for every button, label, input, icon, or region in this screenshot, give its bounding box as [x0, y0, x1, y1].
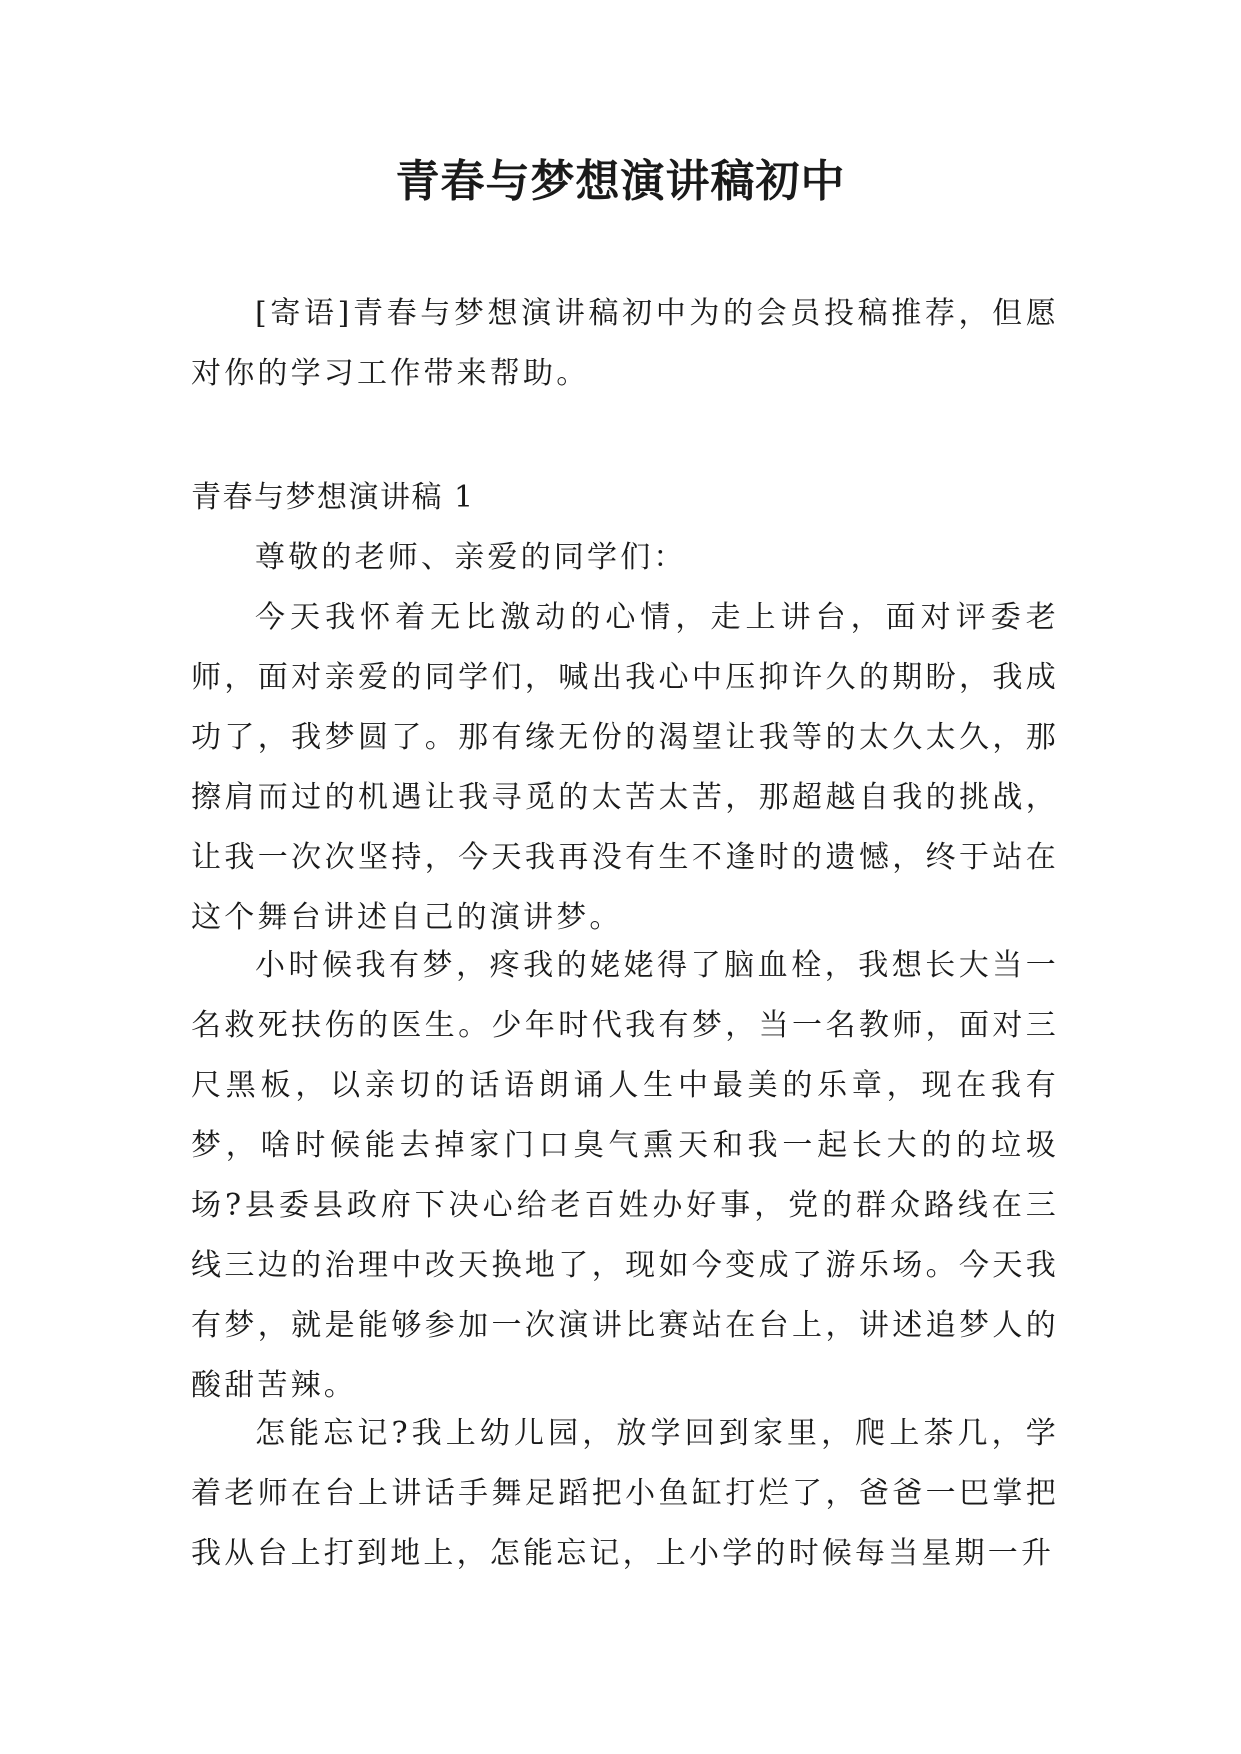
document-title: 青春与梦想演讲稿初中 — [395, 156, 846, 207]
salutation: 尊敬的老师、亲爱的同学们： — [255, 540, 687, 575]
body-paragraph: 今天我怀着无比激动的心情，走上讲台，面对评委老师，面对亲爱的同学们，喊出我心中压抑许久的期盼，我成功了，我梦圆了。那有缘无份的渴望让我等的太久太久，那擦肩而过的机遇让我寻觅的太苦太苦，那超越自我的挑战，让我一次次坚持，今天我再没有生不逢时的遗憾，终于站在这个舞台讲述自己的演讲梦。 — [191, 600, 1059, 935]
body-paragraph: 小时候我有梦，疼我的姥姥得了脑血栓，我想长大当一名救死扶伤的医生。少年时代我有梦，当一名教师，面对三尺黑板，以亲切的话语朗诵人生中最美的乐章，现在我有梦，啥时候能去掉家门口臭气熏天和我一起长大的的垃圾场?县委县政府下决心给老百姓办好事，党的群众路线在三线三边的治理中改天换地了，现如今变成了游乐场。今天我有梦，就是能够参加一次演讲比赛站在台上，讲述追梦人的酸甜苦辣。 — [191, 948, 1059, 1403]
body-paragraph: 怎能忘记?我上幼儿园，放学回到家里，爬上茶几，学着老师在台上讲话手舞足蹈把小鱼缸打烂了，爸爸一巴掌把我从台上打到地上，怎能忘记，上小学的时候每当星期一升 — [191, 1416, 1059, 1571]
intro-paragraph: [寄语]青春与梦想演讲稿初中为的会员投稿推荐，但愿对你的学习工作带来帮助。 — [191, 296, 1059, 391]
section-title: 青春与梦想演讲稿 1 — [191, 480, 475, 515]
